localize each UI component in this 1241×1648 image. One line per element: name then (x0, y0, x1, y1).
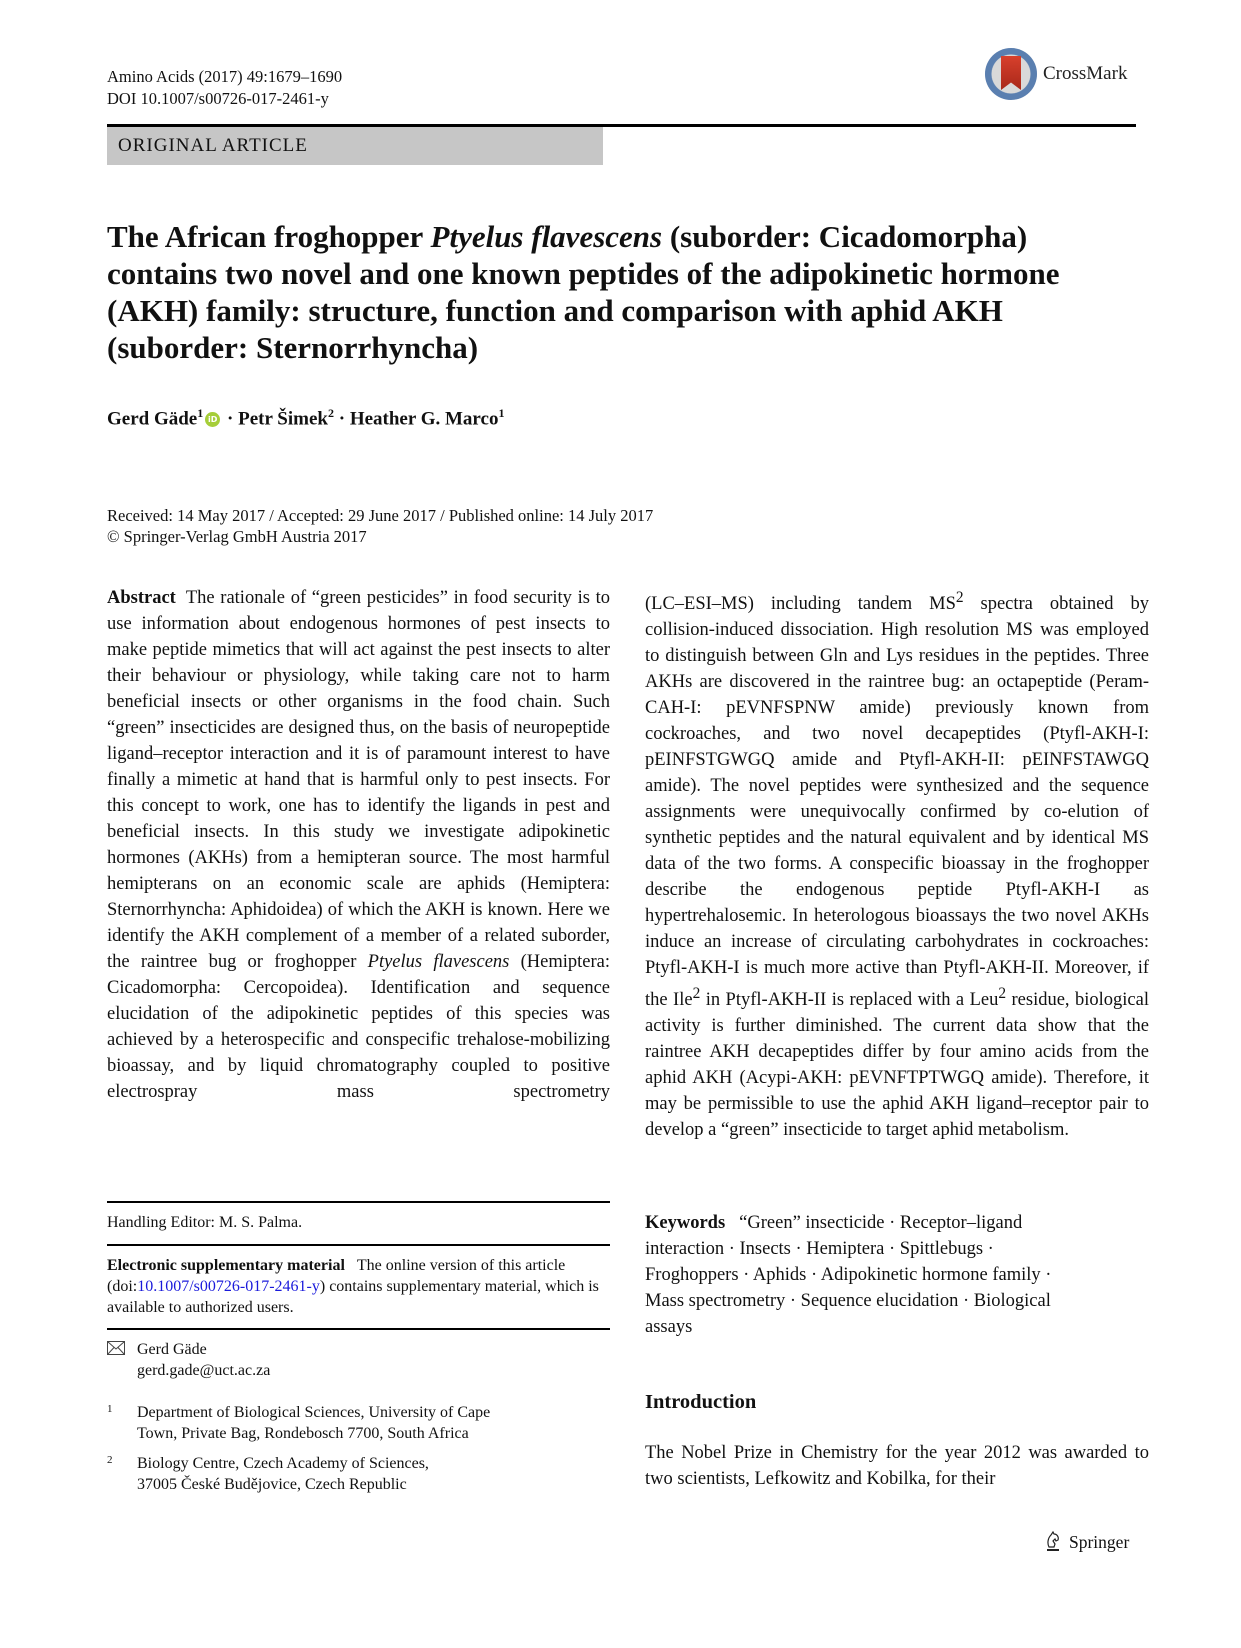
title-species: Ptyelus flavescens (430, 219, 663, 254)
affiliation-marker: 1 (498, 406, 505, 420)
esm-text: The online version of this article (doi: (107, 1257, 566, 1295)
publication-dates (107, 505, 653, 547)
footnote-rule (107, 1244, 610, 1246)
footnote-rule (107, 1201, 610, 1203)
article-type-banner: ORIGINAL ARTICLE (107, 127, 603, 165)
keywords (645, 1210, 1065, 1340)
footnote-rule (107, 1328, 610, 1330)
journal-citation (107, 66, 342, 110)
affiliation-2 (107, 1453, 610, 1495)
doi-line: DOI 10.1007/s00726-017-2461-y (107, 89, 329, 108)
superscript: 2 (955, 589, 964, 606)
abstract-text: (Hemiptera: Cicadomorpha: Cercopoidea). Identification and sequence elucidation of the adipokinetic peptides of this species was achieved by a heterospecific and conspecific trehalose-mobilizing bioassay, and by liquid chromatography coupled to positive electrospray mass spectrometry (107, 952, 610, 1102)
history-dates: Received: 14 May 2017 / Accepted: 29 June 2017 / Published online: 14 July 2017 (107, 506, 654, 525)
introduction-text: The Nobel Prize in Chemistry for the year 2012 was awarded to two scientists, Lefkowitz and Kobilka, for their (645, 1443, 1149, 1489)
crossmark-label: CrossMark (1043, 63, 1128, 84)
journal-line: Amino Acids (2017) 49:1679–1690 (107, 67, 343, 86)
keywords-text: “Green” insecticide · Receptor–ligand interaction · Insects · Hemiptera · Spittlebugs · Froghoppers · Aphids · Adipokinetic hormone family · Mass spectrometry · Sequence elucidation · Biological assays (645, 1213, 1052, 1337)
article-title (107, 218, 1067, 366)
publisher-logo (1043, 1531, 1129, 1553)
affiliation-1 (107, 1402, 610, 1444)
author-name[interactable]: Petr Šimek (238, 408, 328, 430)
springer-horse-icon (1043, 1531, 1063, 1553)
affiliation-number: 2 (107, 1454, 113, 1466)
affiliation-number: 1 (107, 1403, 113, 1415)
crossmark-icon (985, 48, 1037, 100)
abstract-text: in Ptyfl-AKH-II is replaced with a Leu (700, 990, 999, 1011)
title-text-rest: (suborder: Cicadomorpha) contains two novel and one known peptides of the adipokinetic hormone (AKH) family: structure, function and comparison with aphid AKH (suborder: Sternorrhyncha) (107, 219, 1060, 365)
corresponding-author (107, 1339, 270, 1381)
author-name[interactable]: Heather G. Marco (349, 408, 499, 430)
author-separator: · (222, 408, 239, 430)
envelope-icon (107, 1341, 125, 1355)
esm-note (107, 1255, 610, 1318)
abstract-text: residue, biological activity is further diminished. The current data show that the raintree AKH decapeptides differ by four amino acids from the aphid AKH (Acypi-AKH: pEVNFTPTWGQ amide). Therefore, it may be permissible to use the aphid AKH ligand–receptor pair to develop a “green” insecticide to target aphid metabolism. (645, 990, 1149, 1141)
superscript: 2 (998, 985, 1007, 1003)
abstract-text: The rationale of “green pesticides” in food security is to use information about endogenous hormones of pest insects to make peptide mimetics that will act against the pest insects to alter their behaviour or physiology, while taking care not to harm beneficial insects or other organisms in the food chain. Such “green” insecticides are designed thus, on the basis of neuropeptide ligand–receptor interaction and it is of paramount interest to have finally a mimetic at hand that is harmful only to pest insects. For this concept to work, one has to identify the ligands in pest and beneficial insects. In this study we investigate adipokinetic hormones (AKHs) from a hemipteran source. The most harmful hemipterans on an economic scale are aphids (Hemiptera: Sternorrhyncha: Aphidoidea) of which the AKH is known. Here we identify the AKH complement of a member of a related suborder, the raintree bug or froghopper (107, 588, 610, 972)
title-text: The African froghopper (107, 219, 431, 254)
affiliation-text: Department of Biological Sciences, University of Cape Town, Private Bag, Rondebosch 7700, South Africa (137, 1404, 491, 1442)
author-list (107, 400, 504, 432)
affiliation-marker: 1 (197, 406, 204, 420)
abstract-left-column (107, 585, 610, 1105)
crossmark-button[interactable] (985, 48, 1127, 100)
affiliation-marker: 2 (327, 406, 334, 420)
superscript: 2 (692, 985, 701, 1003)
orcid-icon[interactable]: iD (205, 412, 220, 427)
doi-link[interactable]: 10.1007/s00726-017-2461-y (137, 1278, 320, 1295)
contact-name: Gerd Gäde (137, 1341, 207, 1358)
author-separator: · (333, 408, 350, 430)
abstract-text: spectra obtained by collision-induced dissociation. High resolution MS was employed to distinguish between Gln and Lys residues in the peptides. Three AKHs are discovered in the raintree bug: an octapeptide (Peram-CAH-I: pEVNFSPNW amide) previously known from cockroaches, and two novel decapeptides (Ptyfl-AKH-I: pEINFSTGWGQ amide and Ptyfl-AKH-II: pEINFSTAWGQ amide). The novel peptides were synthesized and the sequence assignments were unequivocally confirmed by co-elution of synthetic peptides and the natural equivalent and by identical MS data of the two forms. A conspecific bioassay in the froghopper describe the endogenous peptide Ptyfl-AKH-I as hypertrehalosemic. In heterologous bioassays the two novel AKHs induce an increase of circulating carbohydrates in cockroaches: Ptyfl-AKH-I is much more active than Ptyfl-AKH-II. Moreover, if the Ile (645, 594, 1149, 1011)
section-heading-introduction: Introduction (645, 1391, 757, 1413)
author-name[interactable]: Gerd Gäde (107, 408, 198, 430)
abstract-label: Abstract (107, 588, 176, 608)
keywords-label: Keywords (645, 1213, 726, 1233)
publisher-name: Springer (1069, 1531, 1130, 1552)
abstract-species: Ptyelus flavescens (367, 952, 510, 972)
copyright-line: © Springer-Verlag GmbH Austria 2017 (107, 527, 367, 546)
handling-editor: Handling Editor: M. S. Palma. (107, 1214, 303, 1231)
esm-label: Electronic supplementary material (107, 1257, 345, 1274)
affiliation-text: Biology Centre, Czech Academy of Sciences, 37005 České Budějovice, Czech Republic (137, 1455, 429, 1493)
contact-email[interactable]: gerd.gade@uct.ac.za (137, 1362, 271, 1379)
esm-text: ) contains supplementary material, which is available to authorized users. (107, 1278, 599, 1316)
abstract-text: (LC–ESI–MS) including tandem MS (645, 594, 956, 615)
abstract-right-column (645, 585, 1149, 1143)
